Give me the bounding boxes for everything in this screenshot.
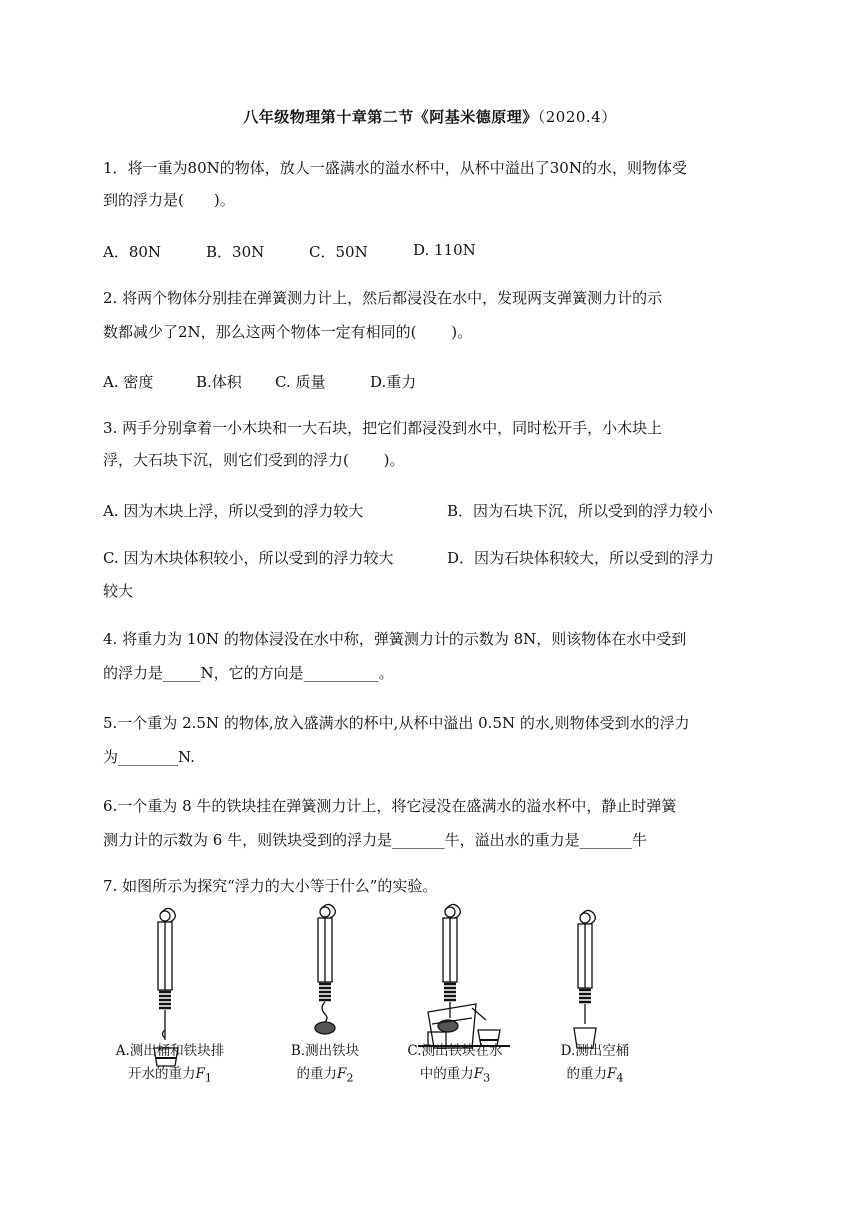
- q3-line1: 3. 两手分别拿着一小木块和一大石块，把它们都浸没到水中，同时松开手，小木块上: [103, 419, 663, 437]
- q2-option-a: A. 密度: [103, 373, 154, 391]
- q2-line1: 2. 将两个物体分别挂在弹簧测力计上，然后都浸没在水中，发现两支弹簧测力计的示: [103, 289, 663, 307]
- caption-c: C.测出铁块在水 中的重力$F_3$: [407, 1043, 503, 1085]
- q7-line1: 7. 如图所示为探究“浮力的大小等于什么”的实验。: [103, 877, 438, 895]
- q1-line2: 到的浮力是( )。: [103, 191, 235, 209]
- spring-scale-b: [315, 904, 335, 1034]
- spring-scale-d: [574, 910, 596, 1048]
- q1-line1: 1．将一重为80N的物体，放人一盛满水的溢水杯中，从杯中溢出了30N的水，则物体受: [103, 159, 687, 177]
- q5-line2: 为________N.: [103, 748, 195, 766]
- q3-line2: 浮，大石块下沉，则它们受到的浮力( )。: [103, 451, 405, 469]
- q1-option-c: C．50N: [309, 243, 368, 261]
- q2-option-c: C. 质量: [275, 373, 326, 391]
- q3-option-c: C. 因为木块体积较小，所以受到的浮力较大: [103, 549, 394, 567]
- q4-line1: 4. 将重力为 10N 的物体浸没在水中称，弹簧测力计的示数为 8N，则该物体在水中受到: [103, 630, 687, 648]
- q2-option-d: D.重力: [370, 373, 417, 391]
- q1-option-a: A．80N: [103, 243, 162, 261]
- q1-option-d: D. 110N: [413, 241, 476, 259]
- q5-line1: 5.一个重为 2.5N 的物体,放入盛满水的杯中,从杯中溢出 0.5N 的水,则物体受到水的浮力: [103, 714, 690, 732]
- caption-a: A.测出桶和铁块排 开水的重力$F_1$: [115, 1043, 225, 1085]
- q3-option-b: B．因为石块下沉，所以受到的浮力较小: [447, 502, 714, 520]
- q6-line1: 6.一个重为 8 牛的铁块挂在弹簧测力计上，将它浸没在盛满水的溢水杯中，静止时弹簧: [103, 797, 677, 815]
- caption-d: D.测出空桶 的重力$F_4$: [560, 1043, 630, 1085]
- caption-b: B.测出铁块 的重力$F_2$: [290, 1043, 360, 1085]
- q2-option-b: B.体积: [196, 373, 242, 391]
- experiment-figure: [100, 900, 680, 1100]
- q6-line2: 测力计的示数为 6 牛，则铁块受到的浮力是_______牛，溢出水的重力是_______牛: [103, 831, 648, 849]
- q3-option-d-cont: 较大: [103, 582, 134, 600]
- spring-scale-c: [418, 904, 510, 1048]
- q2-line2: 数都减少了2N，那么这两个物体一定有相同的( )。: [103, 323, 473, 341]
- q4-line2: 的浮力是_____N，它的方向是__________。: [103, 664, 394, 682]
- page-title: 八年级物理第十章第二节《阿基米德原理》（2020.4）: [243, 108, 617, 126]
- q1-option-b: B．30N: [206, 243, 265, 261]
- q3-option-a: A. 因为木块上浮，所以受到的浮力较大: [103, 502, 364, 520]
- q3-option-d: D．因为石块体积较大，所以受到的浮力: [447, 549, 715, 567]
